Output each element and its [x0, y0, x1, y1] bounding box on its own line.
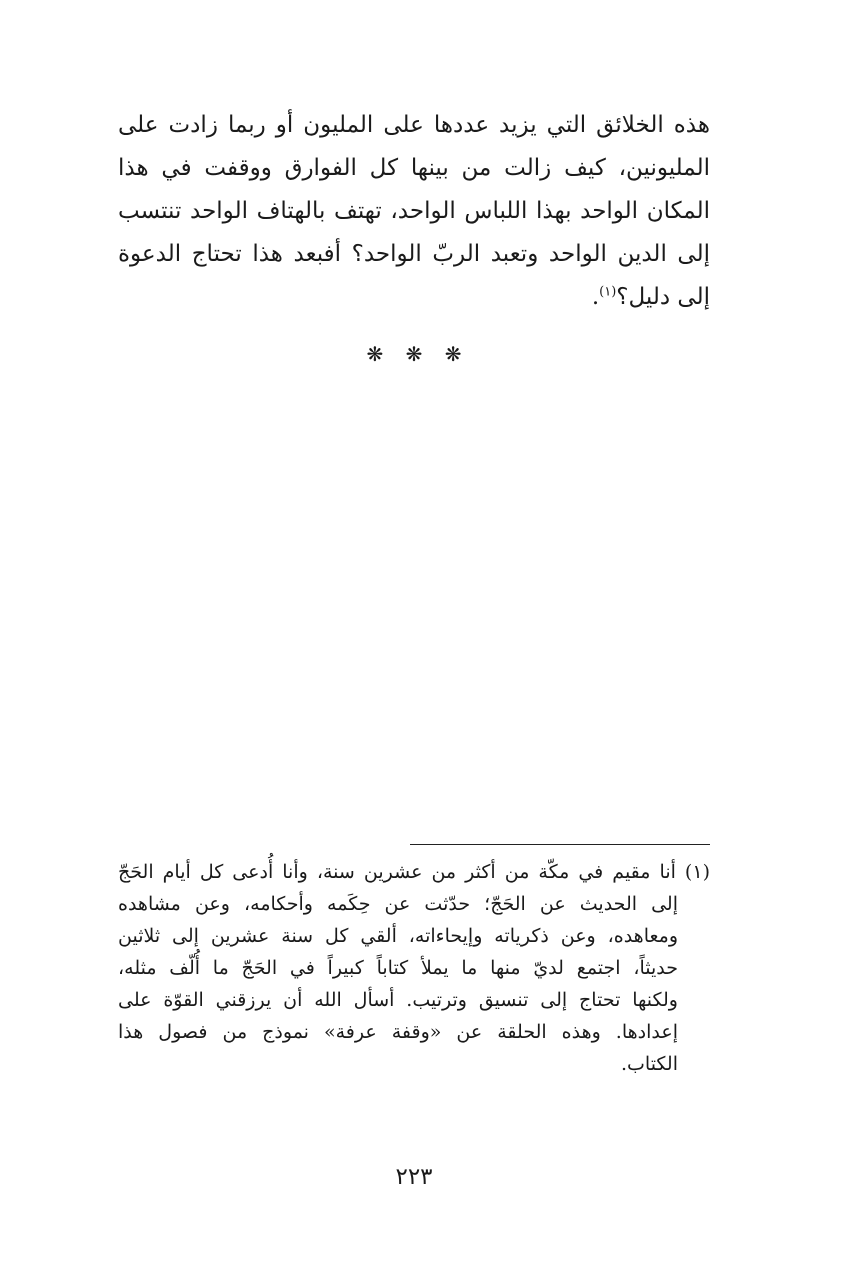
footnote-reference[interactable]: (١) — [599, 284, 617, 300]
footnote-divider — [410, 844, 710, 845]
footnote-line: ومعاهده، وعن ذكرياته وإيحاءاته، ألقي كل سنة عشرين إلى ثلاثين — [118, 925, 678, 947]
star-ornament-icon: ❋ — [405, 342, 423, 366]
section-separator — [118, 342, 710, 366]
final-period: . — [591, 284, 600, 310]
footnote-line: (١) أنا مقيم في مكّة من أكثر من عشرين سنة، وأنا أُدعى كل أيام الحَجّ — [118, 861, 710, 883]
footnote-line-last: الكتاب. — [620, 1053, 678, 1075]
main-text-line-last — [118, 276, 710, 319]
footnote-line: إلى الحديث عن الحَجّ؛ حدّثت عن حِكَمه وأحكامه، وعن مشاهده — [118, 893, 678, 915]
main-paragraph — [118, 104, 710, 319]
page-number: ٢٢٣ — [395, 1164, 433, 1190]
main-text-line-content: إلى دليل؟ — [616, 284, 710, 310]
footnote-line: إعدادها. وهذه الحلقة عن «وقفة عرفة» نموذج من فصول هذا — [118, 1021, 678, 1043]
main-text-line: المكان الواحد بهذا اللباس الواحد، تهتف بالهتاف الواحد تنتسب — [118, 198, 710, 224]
footnote — [118, 856, 710, 1080]
footnote-line: ولكنها تحتاج إلى تنسيق وترتيب. أسأل الله أن يرزقني القوّة على — [118, 989, 678, 1011]
star-ornament-icon: ❋ — [444, 342, 462, 366]
main-text-line: إلى الدين الواحد وتعبد الربّ الواحد؟ أفبعد هذا تحتاج الدعوة — [118, 241, 710, 267]
book-page — [118, 104, 710, 1224]
main-text-line: هذه الخلائق التي يزيد عددها على المليون أو ربما زادت على — [118, 112, 710, 138]
main-text-line: المليونين، كيف زالت من بينها كل الفوارق ووقفت في هذا — [118, 155, 710, 181]
footnote-line: حديثاً، اجتمع لديّ منها ما يملأ كتاباً كبيراً في الحَجّ ما أُلّف مثله، — [118, 957, 678, 979]
star-ornament-icon: ❋ — [366, 342, 384, 366]
